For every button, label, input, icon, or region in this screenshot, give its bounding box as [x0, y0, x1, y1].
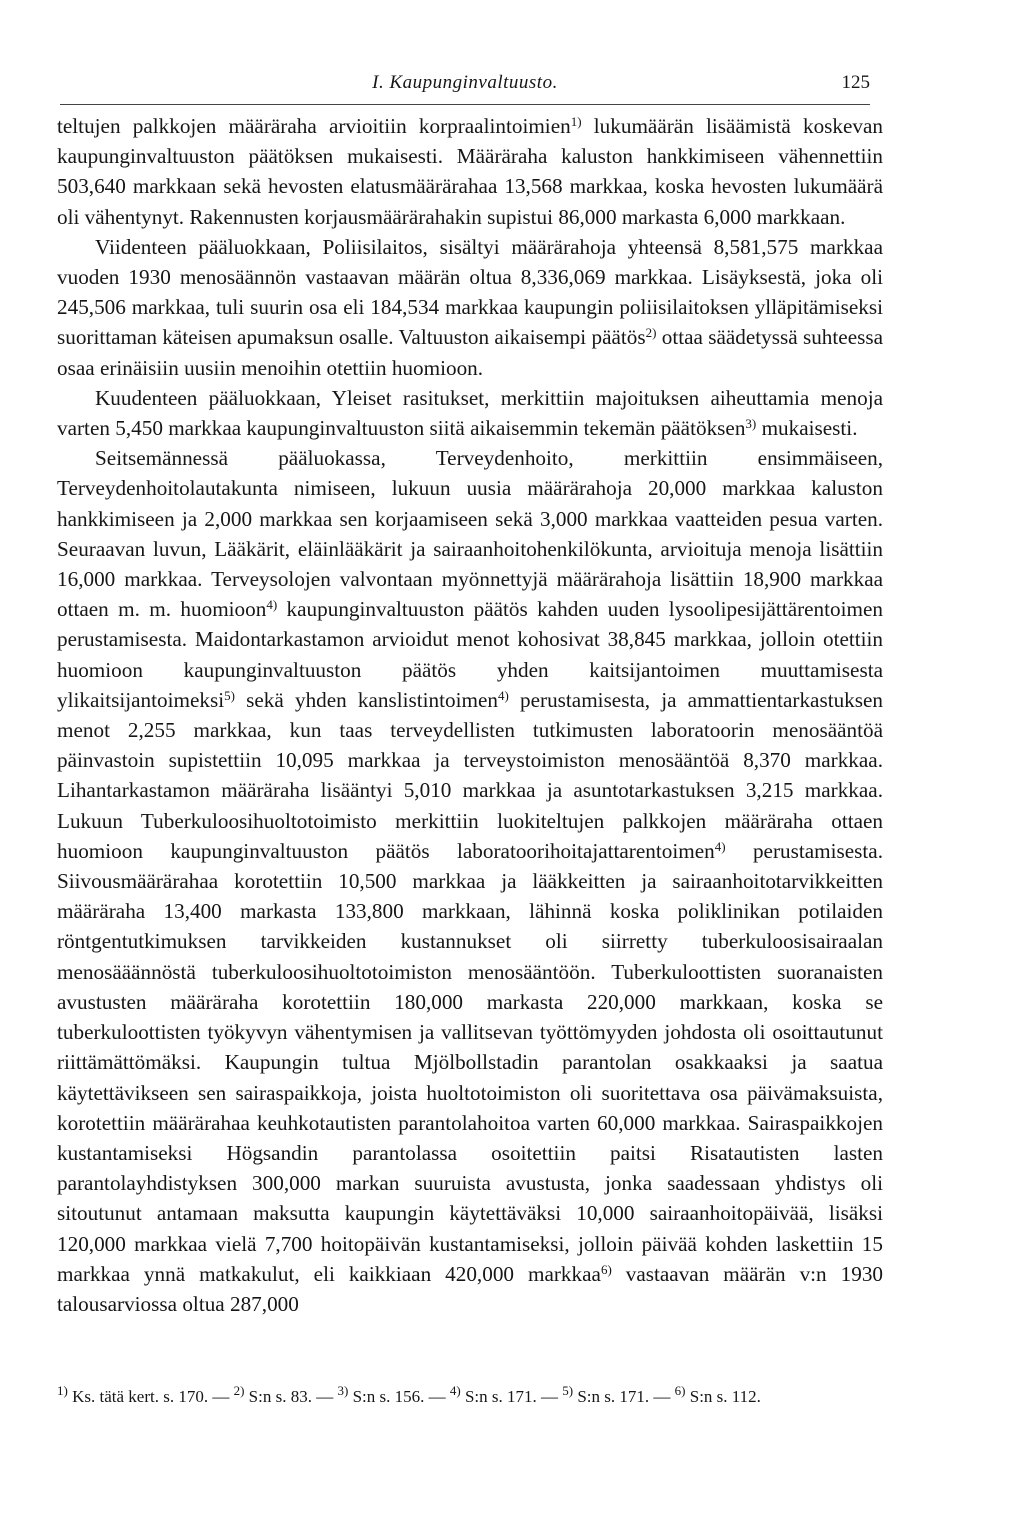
- footnote-ref: 1): [570, 114, 582, 129]
- text-run: perustamisesta. Siivousmäärärahaa korotettiin 10,500 markkaa ja lääkkeitten ja sairaanhoitotarvikkeitten määräraha 13,400 markasta 133,800 markkaan, lähinnä koska poliklinikan potilaiden röntgentutkimuksen tarvikkeiden kustannukset oli siirretty tuberkuloosisairaalan menosääännöstä tuberkuloosihuoltotoimiston menosääntöön. Tuberkuloottisten suoranaisten avustusten määräraha korotettiin 180,000 markasta 220,000 markkaan, koska se tuberkuloottisten työkyvyn vähentymisen ja vallitsevan työttömyyden johdosta oli osoittautunut riittämättömäksi. Kaupungin tultua Mjölbollstadin parantolan osakkaaksi ja saatua käytettävikseen sen sairaspaikkoja, joista huoltotoimiston oli suoritettava osa päivämaksuista, korotettiin määrärahaa keuhkotautisten parantolahoitoa varten 60,000 markkaa. Sairaspaikkojen kustantamiseksi Högsandin parantolassa osoitettiin paitsi Risatautisten lasten parantolayhdistyksen 300,000 markan suuruista avustusta, jonka saadessaan yhdistys oli sitoutunut antamaan maksutta kaupungin käytettäväksi 10,000 sairaanhoitopäivää, lisäksi 120,000 markkaa vielä 7,700 hoitopäivän kustantamiseksi, jolloin päivää kohden laskettiin 15 markkaa ynnä matkakulut, eli kaikkiaan 420,000 markkaa: [57, 838, 883, 1286]
- header-rule: [60, 104, 870, 105]
- text-run: S:n s. 171. —: [460, 1387, 563, 1406]
- footnote-ref: 5): [562, 1383, 574, 1398]
- text-run: sekä yhden kanslistintoimen: [234, 687, 498, 712]
- page-header: [60, 72, 870, 102]
- text-run: S:n s. 112.: [685, 1387, 761, 1406]
- text-run: S:n s. 171. —: [573, 1387, 675, 1406]
- footnotes: [57, 1384, 883, 1410]
- text-run: vastaavan määrän v:n 1930 talousarviossa oltua 287,000: [57, 1261, 884, 1316]
- text-run: S:n s. 156. —: [348, 1387, 450, 1406]
- text-run: S:n s. 83. —: [244, 1387, 338, 1406]
- footnote-ref: 4): [449, 1383, 461, 1398]
- footnote-ref: 4): [498, 687, 509, 703]
- footnote-ref: 2): [645, 325, 657, 341]
- text-run: Kuudenteen pääluokkaan, Yleiset rasitukset, merkittiin majoituksen aiheuttamia menoja varten 5,450 markkaa kaupunginvaltuuston siitä aikaisemmin tekemän päätöksen: [57, 385, 883, 441]
- text-run: Ks. tätä kert. s. 170. —: [67, 1387, 234, 1406]
- text-run: lukumäärän lisäämistä koskevan kaupunginvaltuuston päätöksen mukaisesti. Määräraha kaluston hankkimiseen vähennettiin 503,640 markkaan sekä hevosten elatusmäärärahaa 13,568 markkaa, koska hevosten lukumäärä oli vähentynyt. Rakennusten korjausmäärärahakin supistui 86,000 markasta 6,000 markkaan.: [57, 114, 883, 229]
- footnote-ref: 1): [57, 1383, 68, 1398]
- footnote-ref: 4): [714, 838, 726, 854]
- text-run: Seitsemännessä pääluokassa, Terveydenhoito, merkittiin ensimmäiseen, Terveydenhoitolautakunta nimiseen, lukuun uusia määrärahoja 20,000 markkaa kaluston hankkimiseen ja 2,000 markkaa sen korjaamiseen sekä 3,000 markkaa vaatteiden pesua varten. Seuraavan luvun, Lääkärit, eläinlääkärit ja sairaanhoitohenkilökunta, arvioituja menoja lisättiin 16,000 markkaa. Terveysolojen valvontaan myönnettyjä määrärahoja lisättiin 18,900 markkaa ottaen m. m. huomioon: [57, 446, 883, 622]
- running-head: I. Kaupunginvaltuusto.: [372, 72, 558, 93]
- footnote-ref: 4): [266, 597, 278, 613]
- footnote-ref: 6): [674, 1383, 686, 1398]
- text-run: teltujen palkkojen määräraha arvioitiin korpraalintoimien: [57, 114, 571, 138]
- text-run: mukaisesti.: [756, 416, 858, 441]
- footnote-ref: 3): [745, 416, 757, 432]
- paragraph: [57, 232, 883, 383]
- paragraph: [57, 111, 883, 232]
- footnote-ref: 3): [337, 1383, 349, 1398]
- footnote-ref: 2): [233, 1383, 245, 1398]
- footnote-ref: 5): [224, 687, 235, 703]
- paragraph: [57, 443, 883, 1319]
- text-run: Viidenteen pääluokkaan, Poliisilaitos, sisältyi määrärahoja yhteensä 8,581,575 markkaa vuoden 1930 menosäännön vastaavan määrän oltua 8,336,069 markkaa. Lisäyksestä, joka oli 245,506 markkaa, tuli suurin osa eli 184,534 markkaa kaupungin poliisilaitoksen ylläpitämiseksi suorittaman käteisen apumaksun osalle. Valtuuston aikaisempi päätös: [57, 234, 883, 350]
- paragraph: [57, 383, 883, 443]
- text-run: kaupunginvaltuuston päätös kahden uuden lysoolipesijättärentoimen perustamisesta. Maidontarkastamon arvioidut menot kohosivat 38,845 markkaa, jolloin otettiin huomioon kaupunginvaltuuston päätös yhden kaitsijantoimen muuttamisesta ylikaitsijantoimeksi: [57, 597, 883, 712]
- text-run: ottaa säädetyssä suhteessa osaa erinäisiin uusiin menoihin otettiin huomioon.: [57, 325, 883, 380]
- body-text: [57, 111, 883, 1319]
- page-number: 125: [841, 72, 870, 93]
- footnote-ref: 6): [600, 1261, 612, 1277]
- text-run: perustamisesta, ja ammattientarkastuksen menot 2,255 markkaa, kun taas terveydellisten tutkimusten laboratoorin menosääntöä päinvastoin supistettiin 10,095 markkaa ja terveystoimiston menosääntöä 8,370 markkaa. Lihantarkastamon määräraha lisääntyi 5,010 markkaa ja asuntotarkastuksen 3,215 markkaa. Lukuun Tuberkuloosihuoltotoimisto merkittiin luokiteltujen palkkojen määräraha ottaen huomioon kaupunginvaltuuston päätös laboratoorihoitajattarentoimen: [57, 687, 884, 863]
